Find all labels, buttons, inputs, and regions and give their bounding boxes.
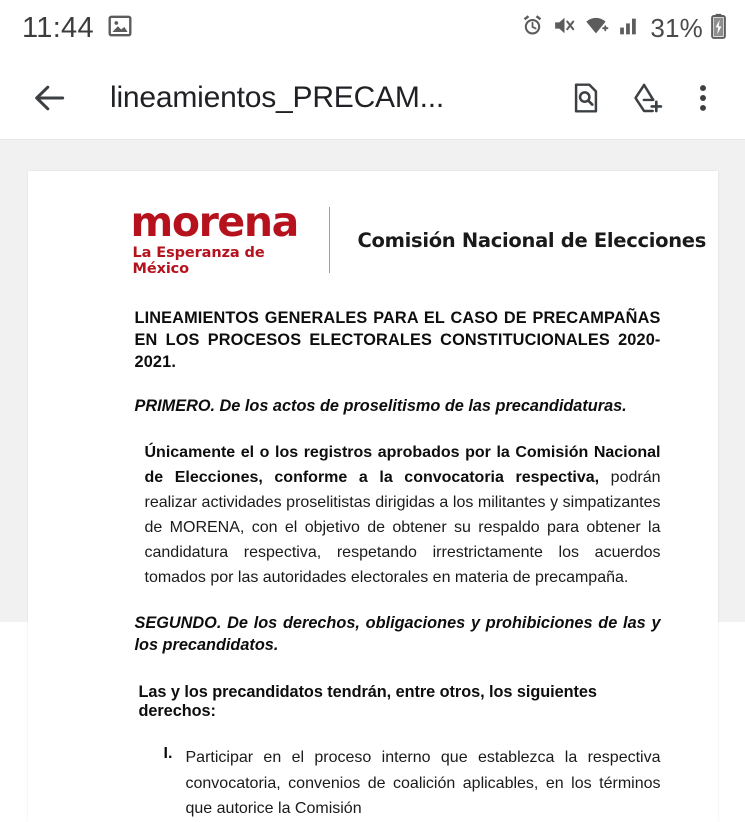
wifi-icon [584,13,611,43]
section-heading-primero [135,395,661,417]
section-heading-primero-text: PRIMERO. De los actos de proselitismo de las precandidaturas. [134,397,627,416]
overflow-menu-button[interactable] [679,67,727,129]
section-heading-segundo [135,612,661,656]
battery-charging-icon [710,13,727,44]
organization-name: Comisión Nacional de Elecciones [357,228,707,252]
overflow-menu-icon [689,81,717,115]
photo-notification-icon [107,13,133,44]
paragraph-primero [135,440,661,591]
document-heading-title-text: LINEAMIENTOS GENERALES PARA EL CASO DE PRECAMPAÑAS EN LOS PROCESOS ELECTORALES CONSTITUCIONALES 2020-2021. [134,309,661,372]
list-item-text: Participar en el proceso interno que establezca la respectiva convocatoria, convenios de coalición aplicables, en los términos que autorice la Comisión [185,748,661,818]
vibrate-mute-icon [552,13,577,43]
list-item-marker: I. [163,744,173,762]
add-to-drive-button[interactable] [617,67,679,129]
list-item [135,745,661,822]
rights-lead-in: Las y los precandidatos tendrán, entre otros, los siguientes derechos: [138,682,597,720]
add-to-drive-icon [630,80,666,116]
status-bar [0,0,745,56]
status-clock: 11:44 [22,11,94,44]
document-page [28,171,718,822]
morena-logo [130,197,303,278]
letterhead-divider [329,207,330,273]
status-bar-right [520,13,727,44]
paragraph-primero-rest: podrán realizar actividades proselitistas dirigidas a los militantes y simpatizantes de MORENA, con el objetivo de obtener su respaldo para obtener la candidatura respectiva, respetando irrestrictamente los acuerdos tomados por las autoridades electorales en materia de precampaña. [144,468,661,587]
document-letterhead [28,197,718,279]
morena-tagline: La Esperanza de México [132,245,265,278]
find-in-document-icon [569,81,603,115]
paragraph-primero-bold: Únicamente el o los registros aprobados por la Comisión Nacional de Elecciones, conforme a la convocatoria respectiva, [144,443,661,486]
document-body [28,307,718,822]
find-in-document-button[interactable] [555,67,617,129]
back-arrow-icon [31,79,69,117]
document-viewer[interactable] [0,140,745,818]
status-bar-left [22,13,133,44]
section-heading-segundo-text: SEGUNDO. De los derechos, obligaciones y prohibiciones de las y los precandidatos. [134,614,661,655]
document-heading-title [135,307,661,373]
document-title: lineamientos_PRECAM... [110,80,445,114]
back-button[interactable] [22,70,78,126]
app-toolbar [0,56,745,140]
cellular-signal-icon [618,13,640,43]
battery-percent-label: 31% [650,13,703,43]
alarm-clock-icon [520,13,545,43]
morena-wordmark: morena [130,197,298,246]
